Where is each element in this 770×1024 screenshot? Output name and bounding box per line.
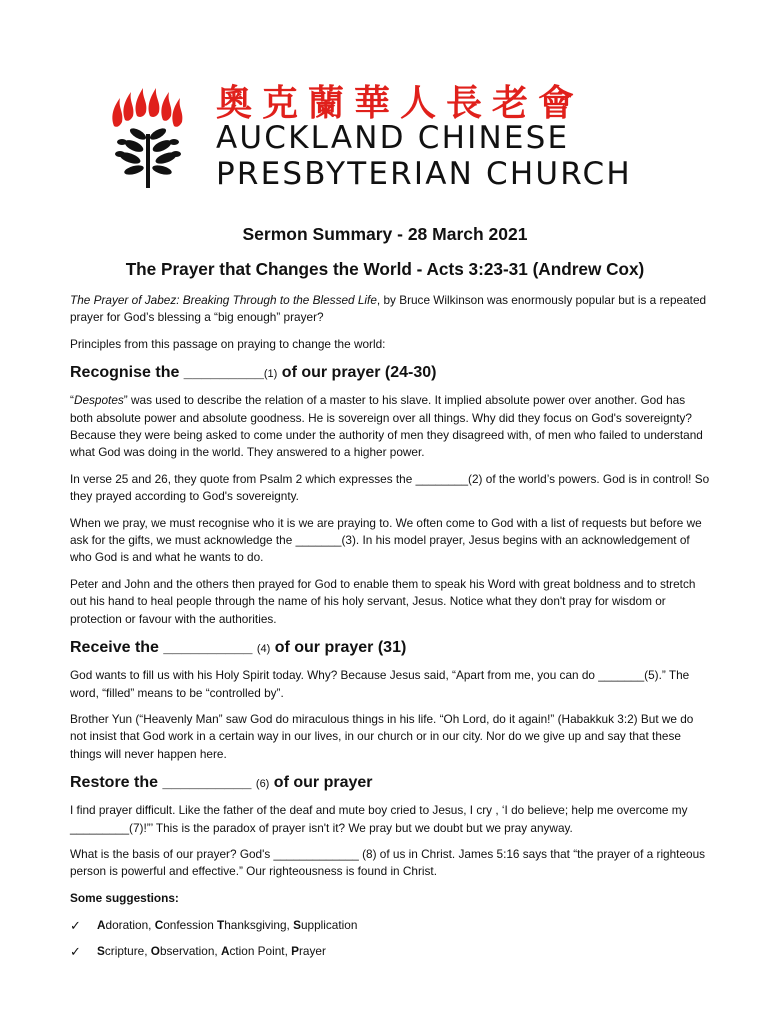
church-logo-icon: [108, 86, 188, 190]
heading-text: Restore the __________: [70, 774, 256, 792]
suggestion-text: Scripture, Observation, Action Point, Prayer: [97, 943, 326, 958]
basis-of-prayer-paragraph: What is the basis of our prayer? God's _____________ (8) of us in Christ. James 5:16 says that “the prayer of a righteous person is powerful and effective.” Our righteousness is found in Christ.: [70, 846, 706, 879]
check-mark-icon: ✓: [70, 943, 81, 959]
suggestion-text: Adoration, Confession Thanksgiving, Supplication: [97, 917, 358, 932]
sermon-title: The Prayer that Changes the World - Acts 3:23-31 (Andrew Cox): [125, 259, 645, 279]
section-heading-restore: [70, 772, 710, 795]
sermon-body: [70, 292, 710, 969]
book-title: The Prayer of Jabez: Breaking Through to the Blessed Life: [70, 293, 377, 307]
church-name-english-line2: PRESBYTERIAN CHURCH: [216, 156, 632, 192]
sermon-summary-title: Sermon Summary - 28 March 2021: [242, 224, 528, 244]
recognise-paragraph: When we pray, we must recognise who it is we are praying to. We often come to God with a list of requests but before we ask for the gifts, we must acknowledge the _______(3). In his model prayer, Jesus begins with an acknowledgement of who God is and what he wants to do.: [70, 515, 702, 565]
section-heading-recognise: [70, 362, 710, 385]
blank-number: (1): [263, 368, 278, 381]
heading-text: Recognise the _________: [70, 364, 264, 382]
intro-paragraph: [70, 292, 710, 327]
suggestion-list: [70, 917, 710, 960]
greek-term: Despotes: [73, 393, 124, 408]
heading-text: of our prayer: [269, 774, 373, 792]
heading-text: of our prayer (31): [270, 639, 407, 657]
paragraph-text: ” was used to describe the relation of a master to his slave. It implied absolute power over another. God has both absolute power and absolute goodness. He is sovereign over all things. Why did they focus on God's sovereignty? Because they were being asked to come under the authority of men they disagreed with, of men who failed to understand what God was doing in the world. They answered to a higher power.: [70, 393, 703, 460]
suggestions-label: Some suggestions:: [70, 890, 179, 905]
peter-john-paragraph: Peter and John and the others then prayed for God to enable them to speak his Word with great boldness and to stretch out his hand to heal people through the name of his holy servant, Jesus. Notice what they don't pray for wisdom or protection or favour with the authorities.: [70, 576, 696, 626]
holy-spirit-paragraph: God wants to fill us with his Holy Spirit today. Why? Because Jesus said, “Apart from me, you can do _______(5).” The word, “filled” means to be “controlled by”.: [70, 668, 690, 700]
principles-line: Principles from this passage on praying to change the world:: [70, 336, 386, 351]
despotes-paragraph: “Despotes” was used to describe the relation of a master to his slave. It implied absolute power over another. God has both absolute power and absolute goodness. He is sovereign over all things. Why did they focus on God's sovereignty? Because they were being asked to come under the authority of men they disagreed with, of men who failed to understand what God was doing in the world. They answered to a higher power.: [70, 393, 703, 460]
brother-yun-paragraph: Brother Yun (“Heavenly Man” saw God do miraculous things in his life. “Oh Lord, do it again!” (Habakkuk 3:2) But we do not insist that God work in a certain way in our lives, in our church or in our city. Nor do we give up and say that these things will never happen here.: [70, 711, 694, 761]
church-name-english-line1: AUCKLAND CHINESE: [216, 120, 570, 156]
blank-number: (6): [255, 778, 270, 791]
suggestion-item: [70, 943, 710, 960]
prayer-difficult-paragraph: I find prayer difficult. Like the father of the deaf and mute boy cried to Jesus, I cry , ‘I do believe; help me overcome my _________(7)!”’ This is the paradox of prayer isn't it? We pray but we doubt but we pray anyway.: [70, 803, 688, 835]
blank-number: (4): [256, 643, 271, 656]
suggestion-item: [70, 917, 710, 934]
section-heading-receive: [70, 637, 710, 660]
psalm-paragraph: In verse 25 and 26, they quote from Psalm 2 which expresses the ________(2) of the world’s powers. God is in control! So they prayed according to God's sovereignty.: [70, 471, 710, 504]
intro-text: , by Bruce Wilkinson was enormously popular but is a repeated prayer for God’s blessing a “big enough” prayer?: [70, 293, 707, 325]
church-name-chinese: 奧克蘭華人長老會: [216, 83, 585, 124]
heading-text: of our prayer (24-30): [277, 364, 437, 382]
check-mark-icon: ✓: [70, 917, 81, 933]
heading-text: Receive the __________: [70, 639, 257, 657]
